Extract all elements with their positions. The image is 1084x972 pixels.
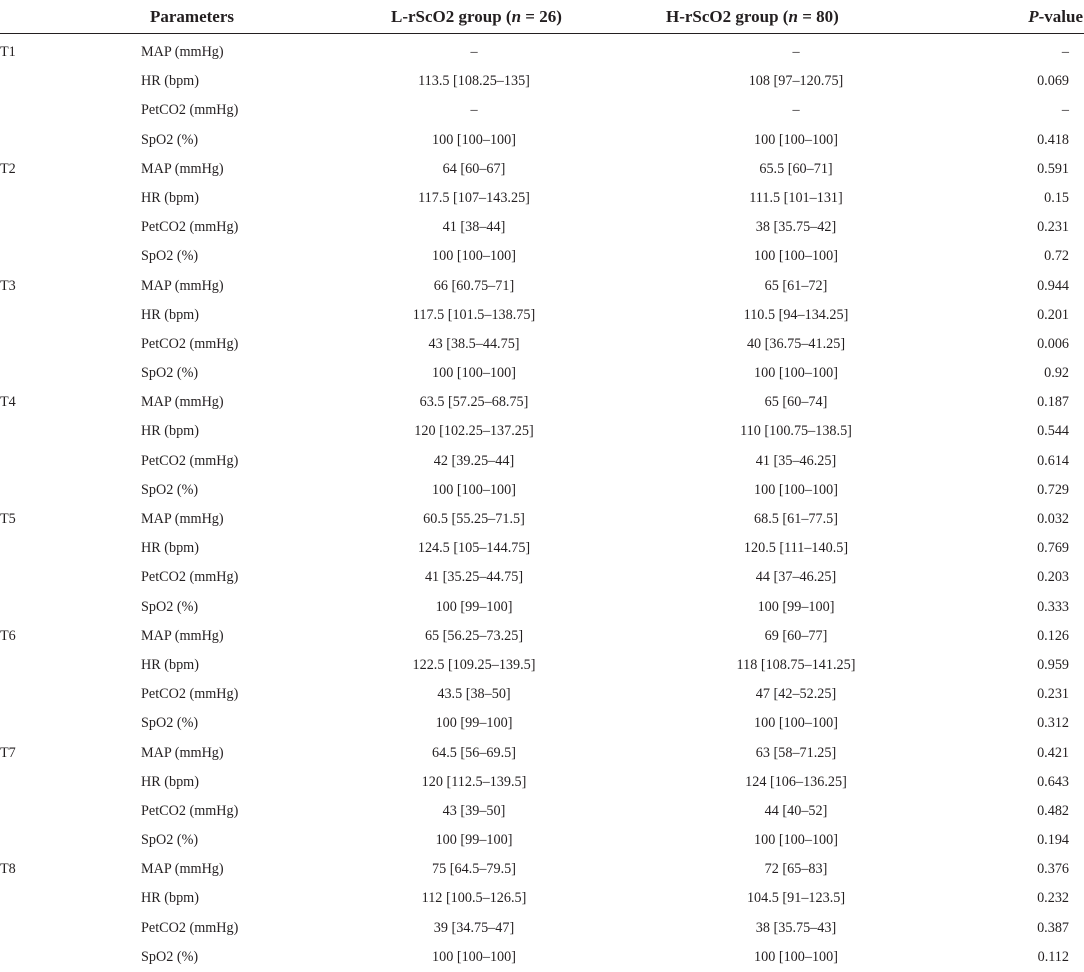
table-row	[0, 739, 1084, 768]
table-row	[0, 797, 1084, 826]
time-cell: T3	[0, 277, 16, 294]
parameter-cell: PetCO2 (mmHg)	[141, 335, 239, 352]
p-value-cell: –	[1061, 102, 1069, 119]
l-group-cell: 122.5 [109.25–139.5]	[412, 656, 536, 673]
h-group-cell: 44 [40–52]	[764, 802, 828, 819]
p-value-cell: 0.92	[1044, 365, 1069, 382]
table-row	[0, 914, 1084, 943]
header-h-prefix: H-rScO2 group (	[666, 7, 789, 26]
parameter-cell: MAP (mmHg)	[141, 160, 224, 177]
parameter-cell: SpO2 (%)	[141, 598, 199, 615]
parameter-cell: MAP (mmHg)	[141, 627, 224, 644]
time-cell: T6	[0, 627, 16, 644]
table-row	[0, 768, 1084, 797]
p-value-cell: –	[1061, 44, 1069, 60]
p-value-cell: 0.769	[1037, 540, 1069, 557]
p-value-cell: 0.126	[1037, 627, 1069, 644]
h-group-cell: 110.5 [94–134.25]	[743, 306, 849, 323]
h-group-cell: 65.5 [60–71]	[759, 160, 833, 177]
table-row	[0, 476, 1084, 505]
parameter-cell: PetCO2 (mmHg)	[141, 102, 239, 119]
p-value-cell: 0.421	[1037, 744, 1069, 761]
l-group-cell: 124.5 [105–144.75]	[417, 540, 531, 557]
l-group-cell: 41 [35.25–44.75]	[424, 569, 524, 586]
l-group-cell: 113.5 [108.25–135]	[418, 73, 530, 90]
header-l-n: n	[511, 7, 522, 26]
p-value-cell: 0.72	[1044, 248, 1069, 265]
p-value-cell: 0.112	[1037, 948, 1069, 965]
l-group-cell: 43 [38.5–44.75]	[428, 335, 520, 352]
parameter-cell: MAP (mmHg)	[141, 394, 224, 411]
table-row	[0, 709, 1084, 738]
table-row	[0, 651, 1084, 680]
table-row	[0, 213, 1084, 242]
table-row	[0, 826, 1084, 855]
p-value-cell: 0.643	[1037, 773, 1069, 790]
p-value-cell: 0.231	[1037, 219, 1069, 236]
table-row	[0, 417, 1084, 446]
header-rule	[0, 33, 1084, 34]
header-p-prefix: P	[1028, 7, 1039, 26]
p-value-cell: 0.959	[1037, 656, 1069, 673]
table-row	[0, 622, 1084, 651]
l-group-cell: 43.5 [38–50]	[437, 686, 511, 703]
p-value-cell: 0.006	[1037, 335, 1069, 352]
l-group-cell: 100 [99–100]	[435, 598, 513, 615]
h-group-cell: 65 [60–74]	[764, 394, 828, 411]
header-l-prefix: L-rScO2 group (	[391, 7, 512, 26]
h-group-cell: 100 [100–100]	[754, 131, 838, 148]
header-parameters: Parameters	[150, 7, 235, 26]
header-l-suffix: = 26)	[521, 7, 562, 26]
parameter-cell: HR (bpm)	[141, 656, 199, 673]
h-group-cell: 100 [100–100]	[754, 715, 838, 732]
header-h-rsco2-group	[666, 7, 839, 27]
parameter-cell: HR (bpm)	[141, 423, 199, 440]
header-p-suffix: -value	[1038, 7, 1083, 26]
p-value-cell: 0.482	[1037, 802, 1069, 819]
table-row	[0, 855, 1084, 884]
table-row	[0, 126, 1084, 155]
l-group-cell: 42 [39.25–44]	[433, 452, 515, 469]
table-row	[0, 67, 1084, 96]
parameter-cell: SpO2 (%)	[141, 365, 199, 382]
table-row	[0, 593, 1084, 622]
h-group-cell: 38 [35.75–43]	[755, 919, 837, 936]
h-group-cell: 118 [108.75–141.25]	[736, 656, 856, 673]
parameter-cell: HR (bpm)	[141, 773, 199, 790]
parameter-cell: HR (bpm)	[141, 890, 199, 907]
p-value-cell: 0.944	[1037, 277, 1069, 294]
table-row	[0, 184, 1084, 213]
p-value-cell: 0.069	[1037, 73, 1069, 90]
table-row	[0, 242, 1084, 271]
h-group-cell: 100 [99–100]	[757, 598, 835, 615]
parameter-cell: HR (bpm)	[141, 306, 199, 323]
p-value-cell: 0.032	[1037, 511, 1069, 527]
parameter-cell: SpO2 (%)	[141, 832, 199, 849]
l-group-cell: 100 [100–100]	[432, 248, 516, 265]
p-value-cell: 0.418	[1037, 131, 1069, 148]
l-group-cell: 117.5 [101.5–138.75]	[412, 306, 536, 323]
h-group-cell: 68.5 [61–77.5]	[754, 511, 838, 527]
time-cell: T1	[0, 44, 16, 60]
p-value-cell: 0.376	[1037, 861, 1069, 878]
time-cell: T5	[0, 511, 16, 527]
l-group-cell: 100 [100–100]	[432, 481, 516, 498]
l-group-cell: 100 [100–100]	[432, 365, 516, 382]
parameter-cell: MAP (mmHg)	[141, 744, 224, 761]
p-value-cell: 0.729	[1037, 481, 1069, 498]
l-group-cell: 112 [100.5–126.5]	[421, 890, 527, 907]
parameter-cell: PetCO2 (mmHg)	[141, 452, 239, 469]
p-value-cell: 0.387	[1037, 919, 1069, 936]
parameter-cell: MAP (mmHg)	[141, 511, 224, 527]
l-group-cell: 60.5 [55.25–71.5]	[423, 511, 525, 527]
l-group-cell: 43 [39–50]	[442, 802, 506, 819]
p-value-cell: 0.203	[1037, 569, 1069, 586]
l-group-cell: –	[470, 102, 478, 119]
time-cell: T2	[0, 160, 16, 177]
parameter-cell: PetCO2 (mmHg)	[141, 219, 239, 236]
l-group-cell: 100 [99–100]	[435, 715, 513, 732]
h-group-cell: 120.5 [111–140.5]	[743, 540, 849, 557]
h-group-cell: 124 [106–136.25]	[745, 773, 847, 790]
h-group-cell: 38 [35.75–42]	[755, 219, 837, 236]
table-row	[0, 359, 1084, 388]
table-row	[0, 388, 1084, 417]
h-group-cell: 110 [100.75–138.5]	[740, 423, 852, 440]
l-group-cell: 63.5 [57.25–68.75]	[419, 394, 529, 411]
time-cell: T4	[0, 394, 16, 411]
l-group-cell: 64.5 [56–69.5]	[432, 744, 516, 761]
table-row	[0, 505, 1084, 534]
table-row	[0, 38, 1084, 67]
time-cell: T7	[0, 744, 16, 761]
l-group-cell: 75 [64.5–79.5]	[432, 861, 516, 878]
table-header	[0, 0, 1084, 34]
parameter-cell: HR (bpm)	[141, 189, 199, 206]
p-value-cell: 0.15	[1044, 189, 1069, 206]
h-group-cell: 44 [37–46.25]	[755, 569, 837, 586]
parameter-cell: PetCO2 (mmHg)	[141, 569, 239, 586]
time-cell: T8	[0, 861, 16, 878]
h-group-cell: 63 [58–71.25]	[755, 744, 837, 761]
l-group-cell: 39 [34.75–47]	[433, 919, 515, 936]
table-row	[0, 301, 1084, 330]
h-group-cell: 47 [42–52.25]	[755, 686, 837, 703]
l-group-cell: 120 [112.5–139.5]	[421, 773, 527, 790]
l-group-cell: 100 [100–100]	[432, 131, 516, 148]
table-row	[0, 447, 1084, 476]
table-row	[0, 680, 1084, 709]
l-group-cell: 120 [102.25–137.25]	[414, 423, 534, 440]
table-row	[0, 155, 1084, 184]
p-value-cell: 0.544	[1037, 423, 1069, 440]
table-row	[0, 272, 1084, 301]
parameter-cell: SpO2 (%)	[141, 715, 199, 732]
h-group-cell: 111.5 [101–131]	[749, 189, 843, 206]
parameter-cell: MAP (mmHg)	[141, 277, 224, 294]
l-group-cell: 41 [38–44]	[442, 219, 506, 236]
table-row	[0, 884, 1084, 913]
p-value-cell: 0.312	[1037, 715, 1069, 732]
header-p-value	[1028, 7, 1083, 27]
h-group-cell: 108 [97–120.75]	[748, 73, 844, 90]
parameter-cell: MAP (mmHg)	[141, 44, 224, 60]
p-value-cell: 0.232	[1037, 890, 1069, 907]
parameter-cell: HR (bpm)	[141, 540, 199, 557]
h-group-cell: 100 [100–100]	[754, 481, 838, 498]
l-group-cell: 64 [60–67]	[442, 160, 506, 177]
parameter-cell: HR (bpm)	[141, 73, 199, 90]
l-group-cell: 117.5 [107–143.25]	[418, 189, 530, 206]
parameter-cell: SpO2 (%)	[141, 131, 199, 148]
h-group-cell: 69 [60–77]	[764, 627, 828, 644]
parameter-cell: SpO2 (%)	[141, 248, 199, 265]
l-group-cell: 100 [99–100]	[435, 832, 513, 849]
p-value-cell: 0.614	[1037, 452, 1069, 469]
h-group-cell: –	[792, 44, 800, 60]
parameter-cell: PetCO2 (mmHg)	[141, 802, 239, 819]
p-value-cell: 0.591	[1037, 160, 1069, 177]
h-group-cell: –	[792, 102, 800, 119]
table-row	[0, 330, 1084, 359]
h-group-cell: 65 [61–72]	[764, 277, 828, 294]
p-value-cell: 0.333	[1037, 598, 1069, 615]
parameter-cell: PetCO2 (mmHg)	[141, 686, 239, 703]
p-value-cell: 0.201	[1037, 306, 1069, 323]
parameter-cell: SpO2 (%)	[141, 948, 199, 965]
h-group-cell: 72 [65–83]	[764, 861, 828, 878]
h-group-cell: 41 [35–46.25]	[755, 452, 837, 469]
h-group-cell: 100 [100–100]	[754, 832, 838, 849]
h-group-cell: 100 [100–100]	[754, 365, 838, 382]
table-row	[0, 534, 1084, 563]
l-group-cell: 100 [100–100]	[432, 948, 516, 965]
l-group-cell: 66 [60.75–71]	[433, 277, 515, 294]
p-value-cell: 0.194	[1037, 832, 1069, 849]
l-group-cell: 65 [56.25–73.25]	[424, 627, 524, 644]
h-group-cell: 40 [36.75–41.25]	[746, 335, 846, 352]
table-row	[0, 563, 1084, 592]
header-l-rsco2-group	[391, 7, 562, 27]
p-value-cell: 0.187	[1037, 394, 1069, 411]
table-row	[0, 96, 1084, 125]
parameter-cell: PetCO2 (mmHg)	[141, 919, 239, 936]
l-group-cell: –	[470, 44, 478, 60]
header-h-suffix: = 80)	[797, 7, 839, 26]
header-h-n: n	[788, 7, 798, 26]
h-group-cell: 104.5 [91–123.5]	[746, 890, 846, 907]
parameter-cell: MAP (mmHg)	[141, 861, 224, 878]
h-group-cell: 100 [100–100]	[754, 948, 838, 965]
table-body	[0, 38, 1084, 972]
h-group-cell: 100 [100–100]	[754, 248, 838, 265]
parameter-cell: SpO2 (%)	[141, 481, 199, 498]
p-value-cell: 0.231	[1037, 686, 1069, 703]
